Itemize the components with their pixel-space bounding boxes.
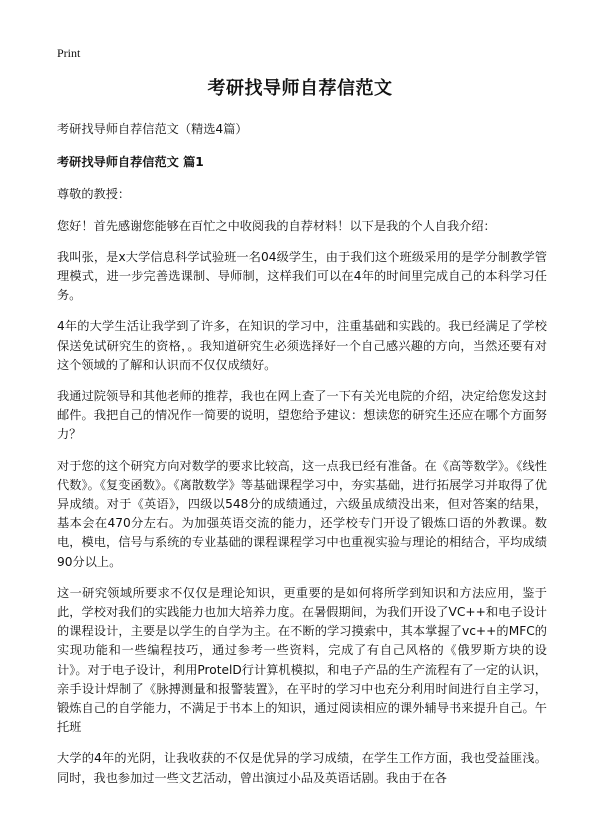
paragraph-intro: 您好！首先感谢您能够在百忙之中收阅我的自荐材料！以下是我的个人自我介绍： [57, 218, 496, 233]
document-body [57, 120, 547, 800]
paragraph-practice: 这一研究领域所要求不仅仅是理论知识，更重要的是如何将所学到知识和方法应用，鉴于此，学校对我们的实践能力也加大培养力度。在暑假期间，为我们开设了VC++和电子设计的课程设计，主要是以学生的自学为主。在不断的学习摸索中，其本掌握了vc++的MFC的实现功能和一些编程技巧，通过参考一些资料，完成了有自己风格的《俄罗斯方块的设计》。对于电子设计，利用ProtelD行计算机模拟，和电子产品的生产流程有了一定的认识，亲手设计焊制了《脉搏测量和报警装置》，在平时的学习中也充分利用时间进行自主学习，锻炼自己的自学能力，不满足于书本上的知识，通过阅读相应的课外辅导书来提升自己。午托班 [57, 585, 547, 735]
paragraph-academics: 对于您的这个研究方向对数学的要求比较高，这一点我已经有准备。在《高等数学》。《线性代数》。《复变函数》。《离散数学》等基础课程学习中，夯实基础，进行拓展学习并取得了优异成绩。对于《英语》，四级以548分的成绩通过，六级虽成绩没出来，但对答案的结果，基本会在470分左右。为加强英语交流的能力，还学校专门开设了锻炼口语的外教课。数电，模电，信号与系统的专业基础的课程课程学习中也重视实验与理论的相结合，平均成绩90分以上。 [57, 458, 547, 569]
document-subtitle: 考研找导师自荐信范文（精选4篇） [57, 122, 248, 136]
page-title: 考研找导师自荐信范文 [207, 78, 393, 99]
greeting-line: 尊敬的教授： [57, 187, 131, 202]
print-link[interactable]: Print [57, 46, 81, 60]
section-heading: 考研找导师自荐信范文 篇1 [57, 155, 204, 170]
paragraph-self-introduction: 我叫张，是x大学信息科学试验班一名04级学生，由于我们这个班级采用的是学分制教学管理模式，进一步完善选课制、导师制，这样我们可以在4年的时间里完成自己的本科学习任务。 [57, 249, 547, 303]
paragraph-university-life: 4年的大学生活让我学到了许多，在知识的学习中，注重基础和实践的。我已经满足了学校保送免试研究生的资格，。我知道研究生必须选择好一个自己感兴趣的方向，当然还要有对这个领域的了解和认识而不仅仅成绩好。 [57, 319, 547, 372]
paragraph-student-work: 大学的4年的光阴，让我收获的不仅是优异的学习成绩，在学生工作方面，我也受益匪浅。同时，我也参加过一些文艺活动，曾出演过小品及英语话剧。我由于在各 [57, 751, 547, 785]
paragraph-recommendation: 我通过院领导和其他老师的推荐，我也在网上查了一下有关光电院的介绍，决定给您发这封邮件。我把自己的情况作一简要的说明，望您给予建议：想读您的研究生还应在哪个方面努力？ [57, 389, 547, 442]
